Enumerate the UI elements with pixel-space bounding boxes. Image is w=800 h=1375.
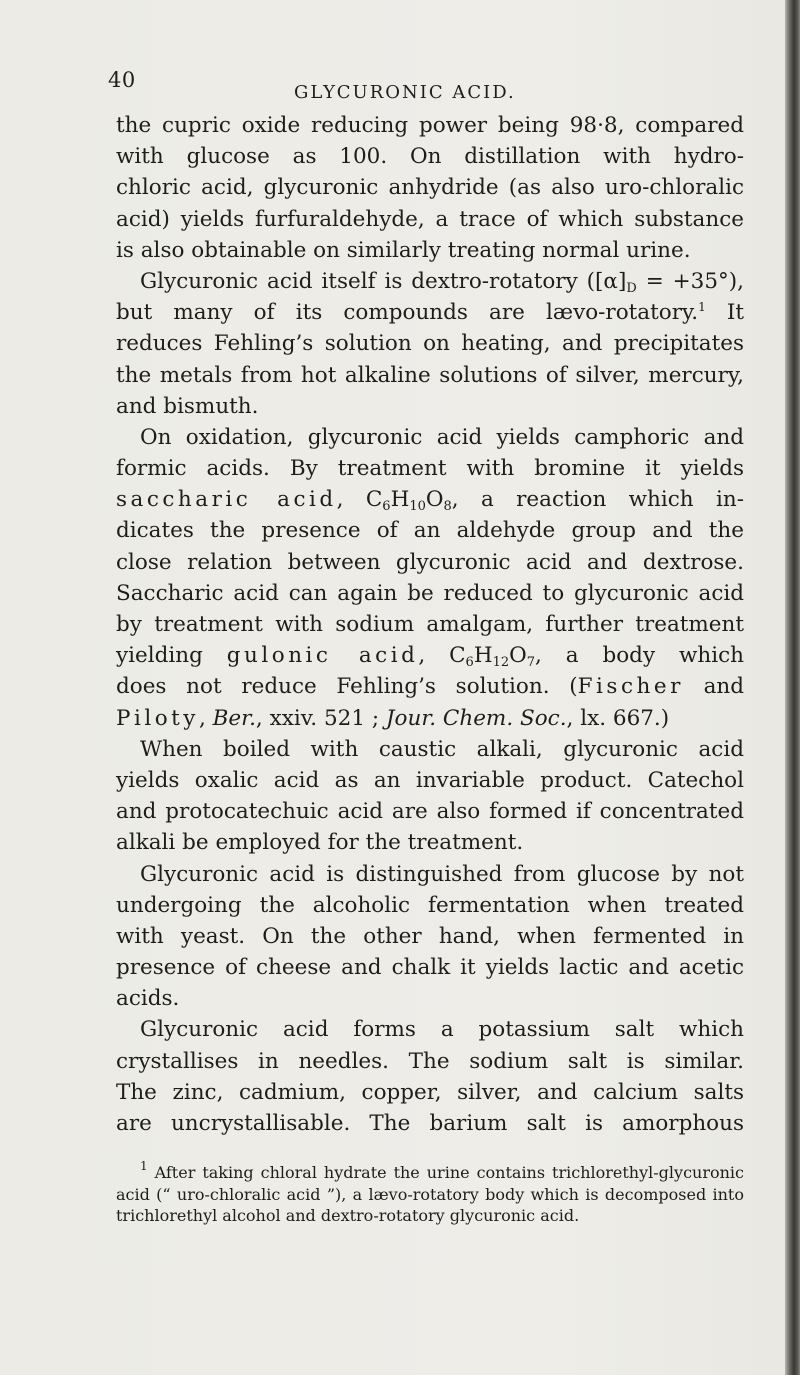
footnote-line: $^1$ After taking chloral hydrate the urine contains trichlorethyl-glycuronic	[140, 1159, 744, 1182]
text-line: is also obtainable on similarly treating normal urine.	[116, 237, 691, 263]
text-line: Glycuronic acid forms a potassium salt which	[140, 1017, 744, 1043]
page-edge-shadow	[785, 0, 800, 1375]
page-number: 40	[108, 68, 136, 92]
text-line: dicates the presence of an aldehyde group and the	[116, 518, 744, 544]
spaced-term: gulonic acid	[226, 643, 419, 669]
author-name: Piloty	[116, 705, 199, 731]
text-line: acid) yields furfuraldehyde, a trace of which substance	[116, 206, 744, 232]
author-name: Fischer	[577, 674, 684, 700]
footnote-line: acid (“ uro-chloralic acid ”), a lævo-rotatory body which is decomposed into	[116, 1184, 744, 1204]
text-line: presence of cheese and chalk it yields lactic and acetic	[116, 955, 744, 981]
text-line: Piloty, Ber., xxiv. 521 ; Jour. Chem. Soc., lx. 667.)	[116, 705, 670, 731]
footnote-reference: 1	[698, 300, 706, 315]
text-line: Glycuronic acid itself is dextro-rotatory $([\alpha]_D = +35^\circ)$,	[140, 268, 744, 296]
text-line: does not reduce Fehling’s solution. (Fischer and	[116, 674, 745, 700]
text-line: saccharic acid, $C_6H_{10}O_8$, a reaction which in-	[116, 487, 744, 515]
text-line: undergoing the alcoholic fermentation when treated	[116, 892, 744, 918]
text-line: with glucose as 100. On distillation with hydro-	[116, 144, 744, 170]
text-line: crystallises in needles. The sodium salt is similar.	[116, 1048, 744, 1074]
text-line: chloric acid, glycuronic anhydride (as also uro-chloralic	[116, 175, 744, 201]
journal-title: Jour. Chem. Soc.	[385, 705, 567, 731]
text-line: close relation between glycuronic acid and dextrose.	[116, 549, 744, 575]
text-line: Saccharic acid can again be reduced to glycuronic acid	[116, 580, 744, 606]
text-line: acids.	[116, 986, 180, 1012]
footnote-marker: 1	[140, 1159, 148, 1173]
text-line: by treatment with sodium amalgam, further treatment	[116, 612, 744, 637]
text-line: yielding gulonic acid, $C_6H_{12}O_7$, a body which	[116, 643, 744, 671]
spaced-term: saccharic acid	[116, 487, 337, 513]
text-line: alkali be employed for the treatment.	[116, 830, 524, 856]
text-line: the metals from hot alkaline solutions of silver, mercury,	[116, 362, 744, 388]
text-line: When boiled with caustic alkali, glycuronic acid	[140, 736, 744, 762]
footnote-line: trichlorethyl alcohol and dextro-rotatory glycuronic acid.	[116, 1206, 580, 1225]
text-line: formic acids. By treatment with bromine it yields	[116, 456, 744, 482]
footnote	[116, 1159, 744, 1227]
text-line: reduces Fehling’s solution on heating, and precipitates	[116, 331, 744, 357]
body-text	[116, 110, 744, 1139]
running-title: GLYCURONIC ACID.	[294, 82, 516, 103]
text-line: with yeast. On the other hand, when fermented in	[116, 923, 744, 949]
text-line: and protocatechuic acid are also formed if concentrated	[116, 799, 744, 825]
text-line: are uncrystallisable. The barium salt is amorphous	[116, 1111, 744, 1136]
text-line: yields oxalic acid as an invariable product. Catechol	[116, 767, 744, 793]
text-line: and bismuth.	[116, 393, 259, 419]
text-line: On oxidation, glycuronic acid yields camphoric and	[140, 424, 744, 450]
text-line: Glycuronic acid is distinguished from glucose by not	[140, 861, 744, 887]
text-line: the cupric oxide reducing power being 98·8, compared	[116, 113, 744, 138]
text-line: The zinc, cadmium, copper, silver, and calcium salts	[116, 1079, 744, 1105]
text-line: but many of its compounds are lævo-rotatory.$^1$ It	[116, 300, 745, 326]
journal-title: Ber.	[212, 705, 256, 731]
